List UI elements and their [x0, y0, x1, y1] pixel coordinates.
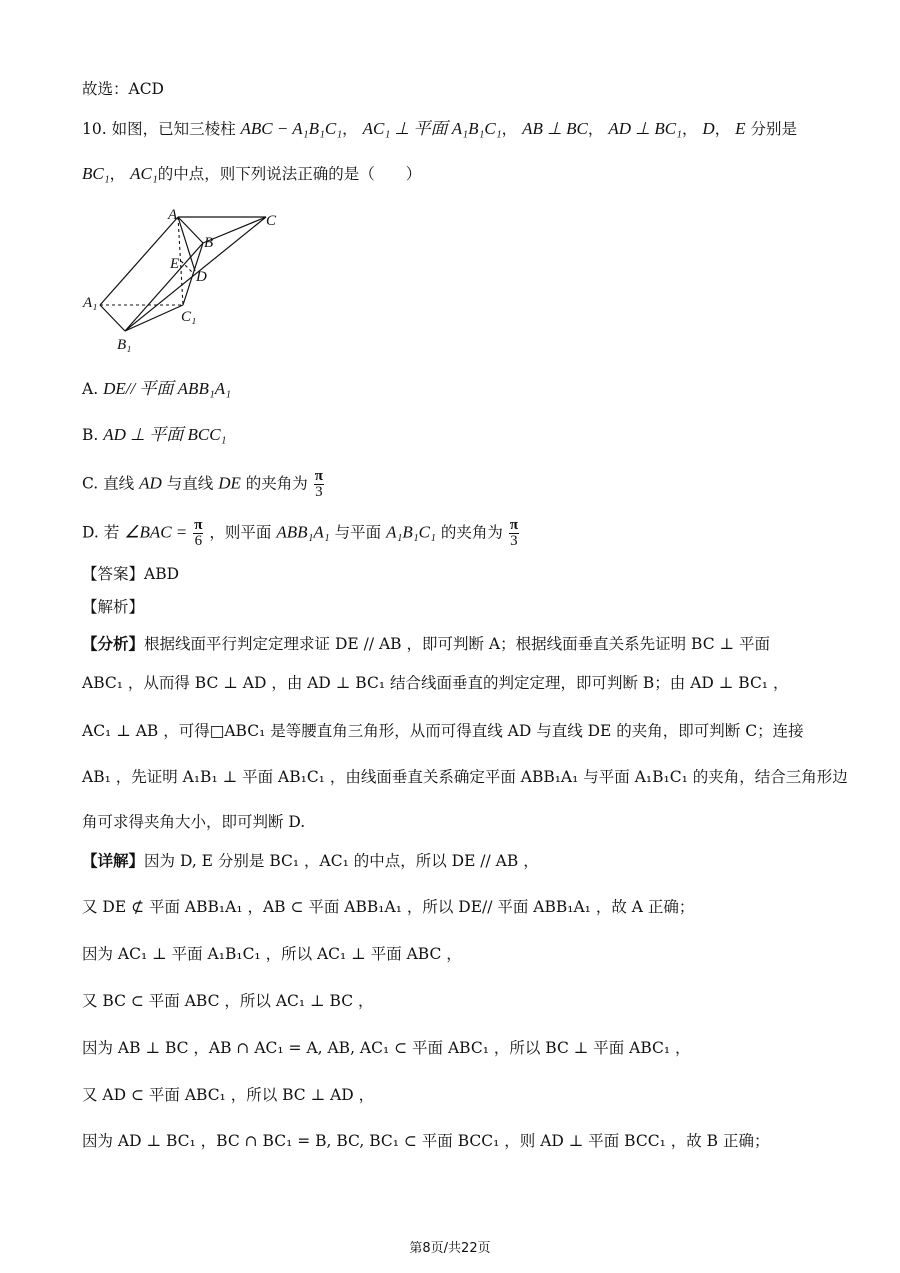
option-d: D. 若 ∠BAC = $\frac{\pi}{6}$ ，则平面 ABB₁A₁ 与平面 A₁B₁C₁ 的夹角为 $\frac{\pi}{3}$ — [82, 517, 519, 549]
detail-line-6: 又 AD ⊂ 平面 ABC₁ ，所以 BC ⊥ AD ， — [82, 1086, 375, 1104]
analysis-line-4: AB₁ ，先证明 A₁B₁ ⊥ 平面 AB₁C₁ ，由线面垂直关系确定平面 ABB₁A₁ 与平面 A₁B₁C₁ 的夹角，结合三角形边 — [82, 768, 848, 786]
label-C: C — [266, 213, 277, 229]
label-B1: B₁ — [117, 337, 132, 353]
detail-line-5: 因为 AB ⊥ BC ，AB ∩ AC₁ = A, AB, AC₁ ⊂ 平面 ABC₁ ，所以 BC ⊥ 平面 ABC₁ ， — [82, 1039, 691, 1057]
page-footer: 第8页/共22页 — [409, 1241, 491, 1256]
analysis-line-2: ABC₁ ，从而得 BC ⊥ AD ，由 AD ⊥ BC₁ 结合线面垂直的判定定理，即可判断 B；由 AD ⊥ BC₁ ， — [82, 674, 789, 692]
question-10-stem: 10. 如图，已知三棱柱 ABC − A₁B₁C₁， AC₁ ⊥ 平面 A₁B₁C₁， AB ⊥ BC， AD ⊥ BC₁， D， E 分别是 — [82, 119, 797, 138]
analysis-heading: 【解析】 — [82, 598, 145, 616]
label-A1: A₁ — [83, 295, 98, 311]
question-10-stem-continued: BC₁， AC₁的中点，则下列说法正确的是（ ） — [82, 164, 422, 183]
label-A: A — [168, 207, 178, 223]
choice-conclusion: 故选：ACD — [82, 80, 164, 98]
option-c: C. 直线 AD 与直线 DE 的夹角为 $\frac{\pi}{3}$ — [82, 468, 323, 500]
label-C1: C₁ — [181, 309, 197, 325]
detail-line-4: 又 BC ⊂ 平面 ABC ，所以 AC₁ ⊥ BC ， — [82, 992, 374, 1010]
fraction-pi-over-3: $\frac{\pi}{3}$ — [314, 468, 323, 500]
detail-line-1: 【详解】因为 D, E 分别是 BC₁ ，AC₁ 的中点，所以 DE // AB ， — [82, 851, 539, 870]
fraction-pi-over-3-d: $\frac{\pi}{3}$ — [509, 517, 519, 549]
analysis-line-3: AC₁ ⊥ AB ，可得□ABC₁ 是等腰直角三角形，从而可得直线 AD 与直线 DE 的夹角，即可判断 C；连接 — [82, 722, 804, 740]
label-B: B — [204, 235, 214, 251]
label-E: E — [170, 256, 180, 272]
answer-line: 【答案】ABD — [82, 565, 180, 583]
analysis-line-5: 角可求得夹角大小，即可判断 D. — [82, 813, 306, 831]
fraction-pi-over-6: $\frac{\pi}{6}$ — [194, 517, 203, 549]
option-a: A. DE// 平面 ABB₁A₁ — [82, 379, 232, 398]
label-D: D — [196, 269, 207, 285]
prism-figure — [80, 205, 290, 355]
option-b: B. AD ⊥ 平面 BCC₁ — [82, 425, 227, 444]
detail-line-2: 又 DE ⊄ 平面 ABB₁A₁ ，AB ⊂ 平面 ABB₁A₁ ，所以 DE// 平面 ABB₁A₁ ，故 A 正确； — [82, 898, 695, 916]
detail-line-7: 因为 AD ⊥ BC₁ ，BC ∩ BC₁ = B, BC, BC₁ ⊂ 平面 BCC₁ ，则 AD ⊥ 平面 BCC₁ ，故 B 正确； — [82, 1132, 770, 1150]
detail-line-3: 因为 AC₁ ⊥ 平面 A₁B₁C₁ ，所以 AC₁ ⊥ 平面 ABC ， — [82, 945, 462, 963]
analysis-line-1: 【分析】根据线面平行判定定理求证 DE // AB ，即可判断 A；根据线面垂直关系先证明 BC ⊥ 平面 — [82, 634, 771, 653]
